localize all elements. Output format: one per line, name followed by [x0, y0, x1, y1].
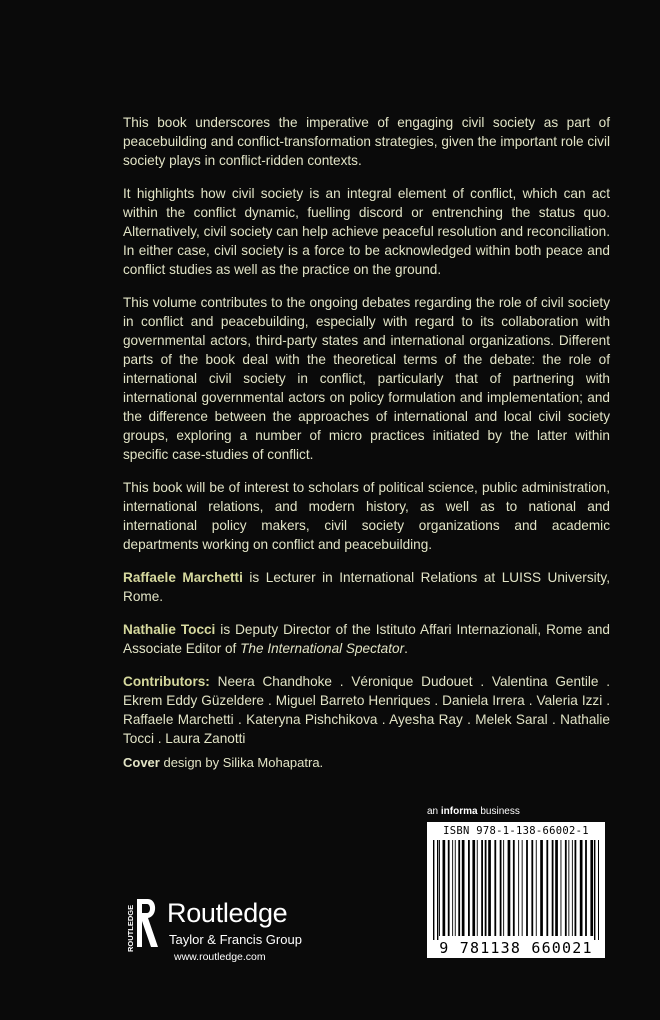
publisher-group: Taylor & Francis Group	[169, 932, 302, 947]
barcode-bar	[585, 840, 587, 936]
publisher-url: www.routledge.com	[174, 951, 266, 963]
cover-credit-text: design by Silika Mohapatra.	[159, 755, 324, 770]
barcode-bar	[503, 840, 504, 936]
barcode-bar	[568, 840, 569, 936]
barcode-bar	[590, 840, 593, 936]
barcode-bar	[458, 840, 460, 936]
isbn-barcode	[427, 822, 605, 958]
barcode-bar	[437, 840, 438, 940]
barcode-bar	[448, 840, 450, 936]
barcode-bar	[472, 840, 475, 936]
informa-brand: informa	[440, 806, 478, 817]
editor-name-2: Nathalie Tocci	[123, 622, 216, 637]
contributors-list: Neera Chandhoke . Véronique Dudouet . Valentina Gentile . Ekrem Eddy Güzeldere . Miguel Barreto Henriques . Daniela Irrera . Valeria Izzi . Raffaele Marchetti . Kateryna Pishchikova . Ayesha Ray . Melek Saral . Nathalie Tocci . Laura Zanotti	[123, 674, 610, 746]
cover-credit	[123, 755, 323, 770]
barcode-bar	[513, 840, 515, 936]
barcode-bar	[494, 840, 496, 936]
barcode-bar	[526, 840, 528, 936]
barcode-bar	[572, 840, 573, 936]
barcode-bar	[488, 840, 491, 936]
barcode-bar	[546, 840, 548, 936]
barcode-bar	[531, 840, 533, 936]
barcode-bar	[452, 840, 453, 936]
editor-bio-text-1: is Lecturer in International Relations at LUISS University, Rome.	[123, 570, 610, 604]
routledge-logo-icon	[120, 895, 160, 953]
barcode-bar	[598, 840, 599, 940]
barcode-bar	[455, 840, 456, 936]
barcode-bar	[433, 840, 434, 940]
editor-name-1: Raffaele Marchetti	[123, 570, 243, 585]
informa-prefix: an	[427, 806, 441, 817]
barcode-bar	[575, 840, 577, 936]
informa-business-tag	[427, 806, 520, 817]
description-paragraph-2: It highlights how civil society is an integral element of conflict, which can act within the conflict dynamic, fuelling discord or entrenching the status quo. Alternatively, civil society can help achieve peaceful resolution and reconciliation. In either case, civil society is a force to be acknowledged within both peace and conflict studies as well as the practice on the ground.	[123, 186, 610, 277]
cover-credit-label: Cover	[123, 755, 160, 770]
barcode-bar	[565, 840, 567, 936]
barcode-bar	[468, 840, 470, 936]
editor-bio-end-2: .	[404, 641, 408, 656]
barcode-bar	[594, 840, 595, 940]
barcode-bar	[500, 840, 502, 936]
contributors	[123, 672, 610, 748]
barcode-bar	[540, 840, 543, 936]
barcode-bar	[462, 840, 465, 936]
publisher-name: Routledge	[167, 898, 288, 928]
barcode-bar	[485, 840, 487, 936]
barcode-bar	[439, 840, 440, 936]
informa-suffix: business	[477, 806, 520, 817]
description-paragraph-3: This volume contributes to the ongoing debates regarding the role of civil society in conflict and peacebuilding, especially with regard to its collaboration with governmental actors, third-party states and international organizations. Different parts of the book deal with the theoretical terms of the debate: the role of international civil society in conflict, particularly that of partnering with international governmental actors on policy formulation and implementation; and the difference between the approaches of international and local civil society groups, exploring a number of micro practices initiated by the latter within specific case-studies of conflict.	[123, 295, 610, 462]
journal-title: The International Spectator	[240, 641, 405, 656]
barcode-bar	[481, 840, 483, 936]
editor-bio-2	[123, 620, 610, 658]
barcode-bar	[443, 840, 446, 936]
barcode-bar	[561, 840, 562, 936]
barcode-bar	[522, 840, 523, 936]
barcode-bar	[580, 840, 583, 936]
barcode-bar	[552, 840, 554, 936]
barcode-bars	[433, 840, 599, 940]
description-paragraph-1: This book underscores the imperative of engaging civil society as part of peacebuilding and conflict-transformation strategies, given the important role civil society plays in conflict-ridden contexts.	[123, 115, 610, 168]
editor-bio-1	[123, 568, 610, 606]
barcode-bar	[508, 840, 511, 936]
description-paragraph-4: This book will be of interest to scholars of political science, public administration, international relations, and modern history, as well as to national and international policy makers, civil society organizations and academic departments working on conflict and peacebuilding.	[123, 480, 610, 552]
isbn-number: ISBN 978-1-138-66002-1	[443, 825, 589, 837]
ean-digits: 9 781138 660021	[439, 939, 593, 957]
barcode-bar	[477, 840, 478, 936]
barcode-bar	[518, 840, 519, 936]
barcode-bar	[555, 840, 558, 936]
book-description	[123, 113, 610, 762]
editor-bio-text-2: is Deputy Director of the Istituto Affari Internazionali, Rome and Associate Editor of	[123, 622, 610, 656]
barcode-bar	[536, 840, 537, 936]
logo-vertical-text: ROUTLEDGE	[126, 904, 135, 952]
contributors-label: Contributors:	[123, 674, 210, 689]
